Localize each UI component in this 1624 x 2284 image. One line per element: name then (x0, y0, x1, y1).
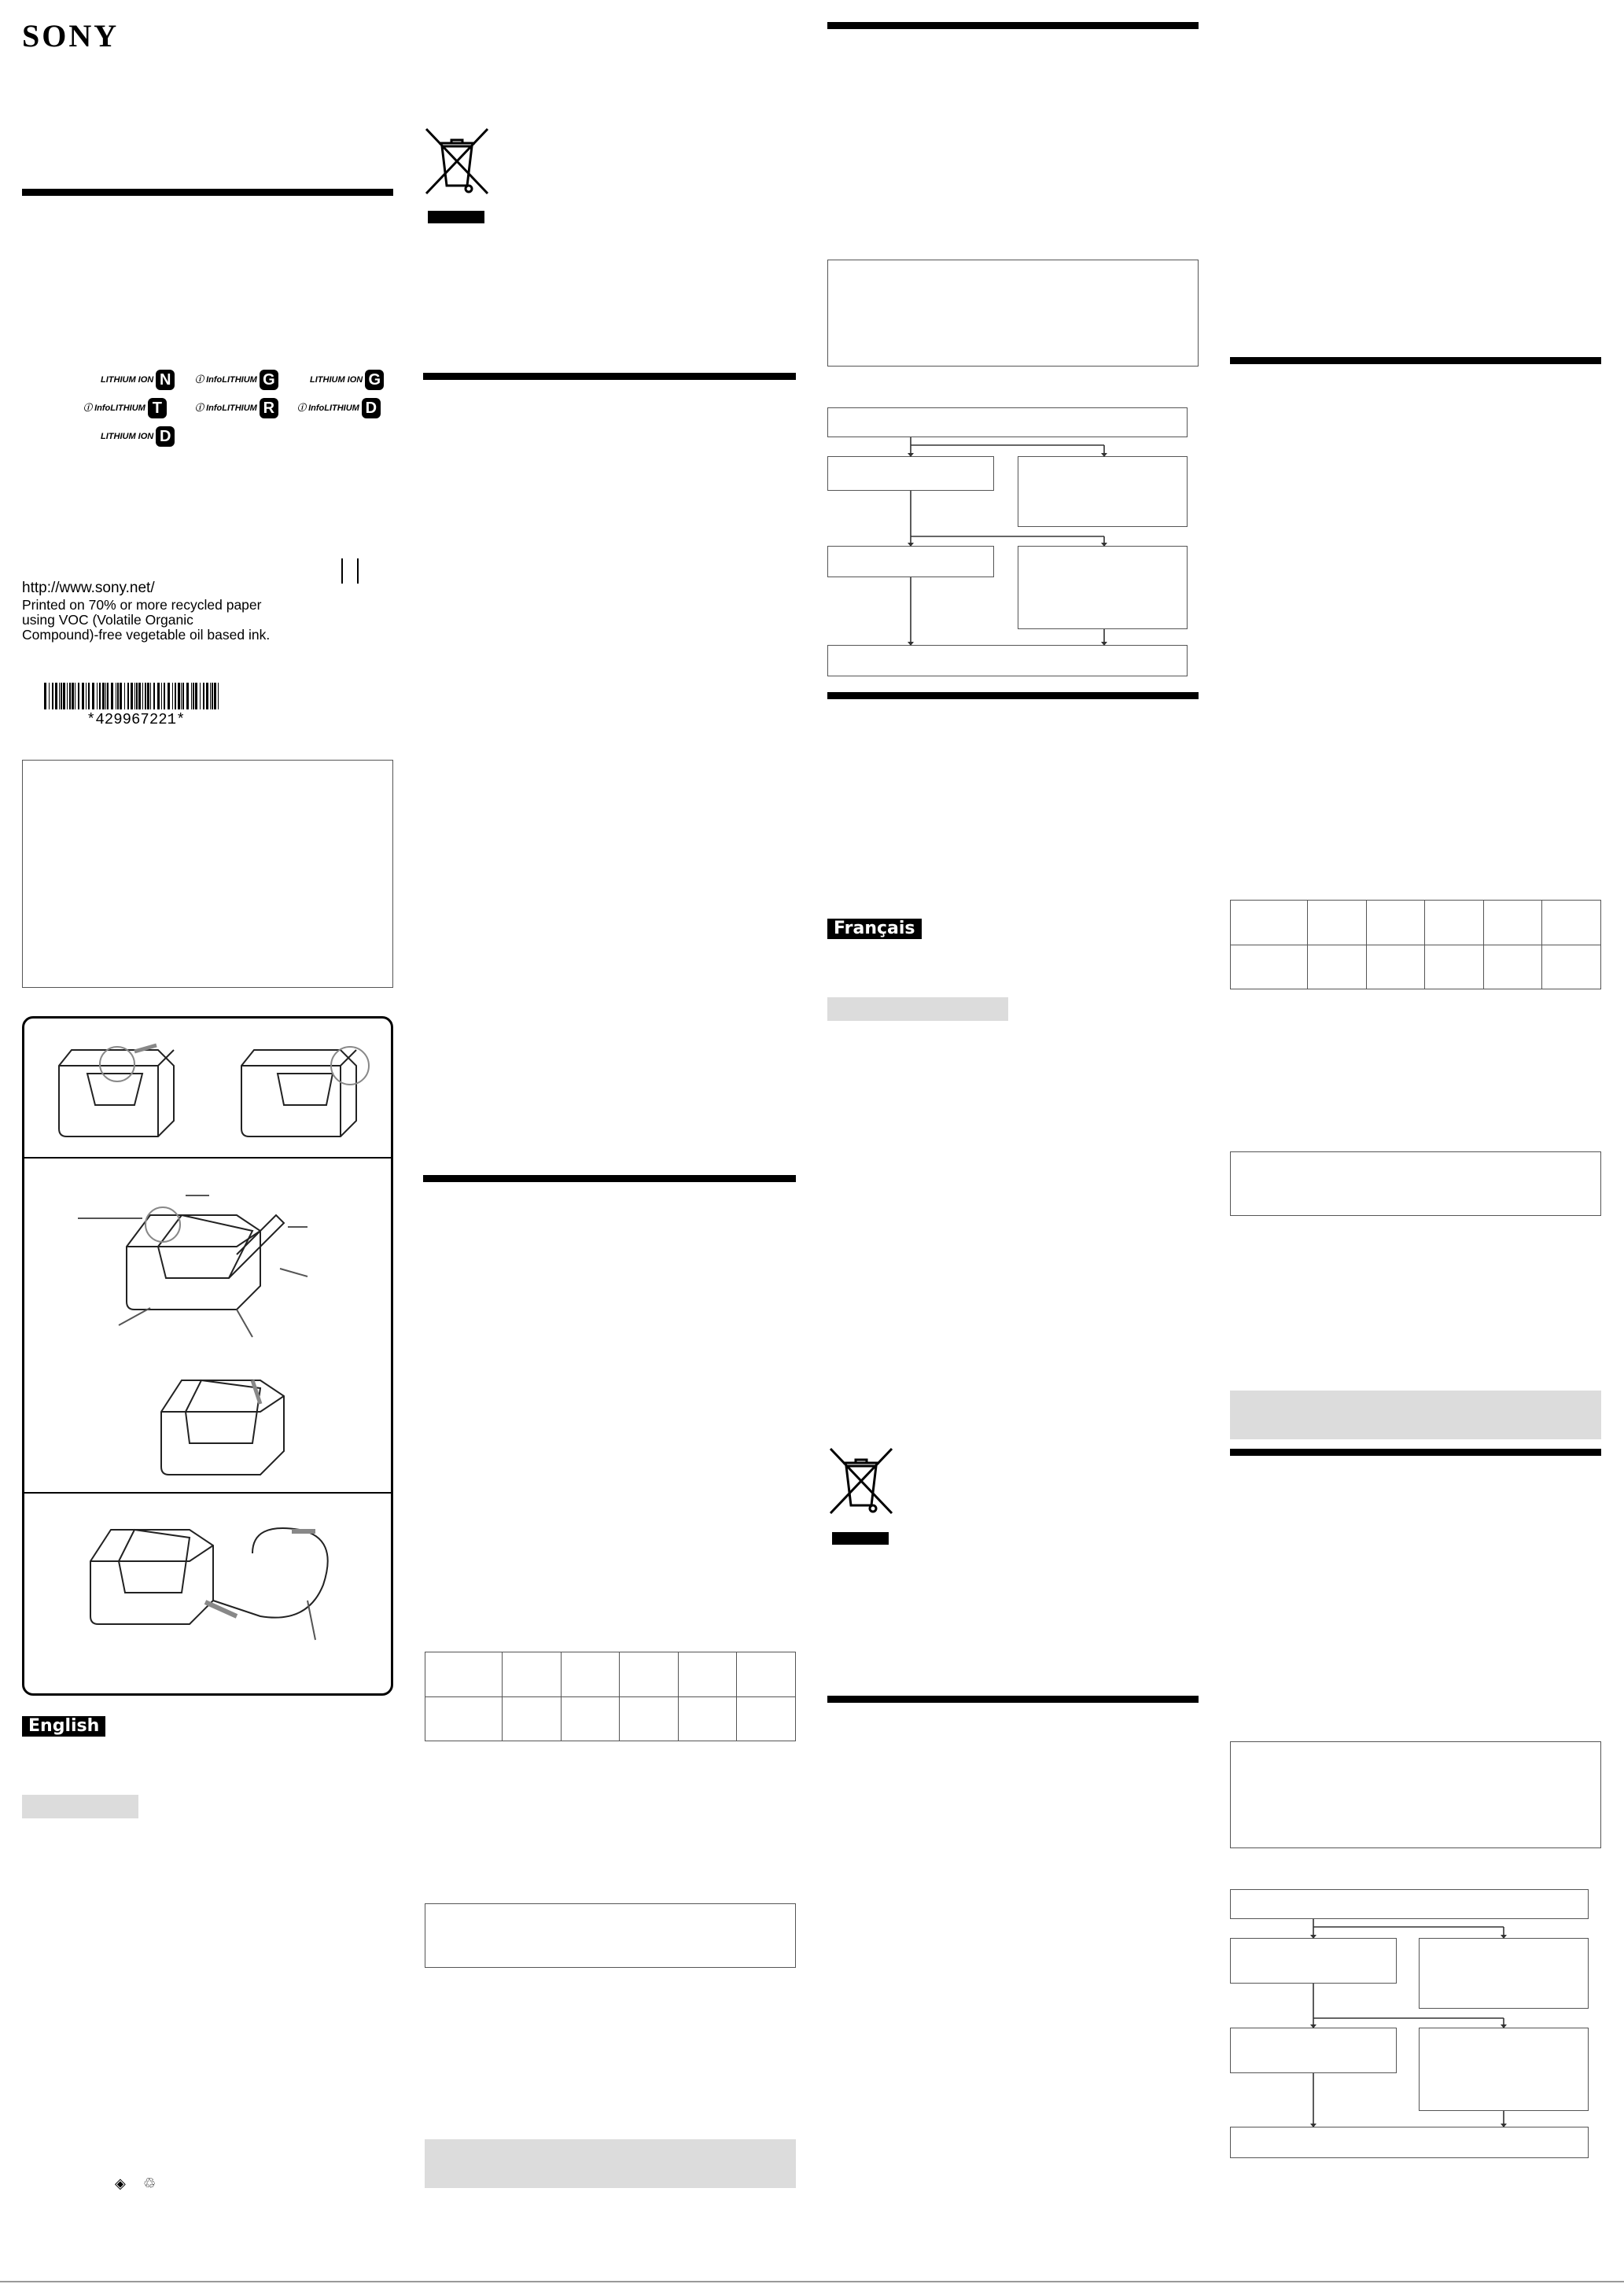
barcode-bar (191, 683, 192, 709)
paper-note-line-1: Printed on 70% or more recycled paper (22, 597, 262, 613)
barcode-bar (44, 683, 46, 709)
col3-rule-1 (827, 22, 1199, 29)
bar-mark-left (341, 558, 343, 584)
barcode-bar (164, 683, 165, 709)
english-subheading-bar (22, 1795, 138, 1818)
barcode-bar (182, 683, 184, 709)
barcode-bar (161, 683, 162, 709)
page-bottom-edge (0, 2281, 1624, 2282)
col4-note-box-2 (1230, 1741, 1601, 1848)
barcode-bar (203, 683, 204, 709)
barcode-bar (107, 683, 109, 709)
sony-logo: SONY (22, 18, 120, 53)
col3-rule-2 (827, 692, 1199, 699)
barcode-bar (157, 683, 160, 709)
barcode-bar (142, 683, 143, 709)
charger-illustration (24, 1019, 391, 1693)
barcode-bar (102, 683, 105, 709)
barcode-bar (78, 683, 79, 709)
barcode-bar (200, 683, 201, 709)
barcode-bar (117, 683, 119, 709)
barcode-bar (120, 683, 122, 709)
battery-type-6: ⓘ InfoLITHIUM D (297, 398, 381, 418)
title-rule (22, 189, 393, 196)
barcode-bar (52, 683, 53, 709)
barcode-bar (61, 683, 62, 709)
recycle-icon: ◈ (115, 2175, 126, 2191)
section-english-label: English (22, 1716, 105, 1737)
barcode-bar (127, 683, 129, 709)
barcode-bar (86, 683, 87, 709)
barcode-bar (195, 683, 197, 709)
battery-type-1: LITHIUM ION N (101, 370, 175, 390)
barcode-bar (181, 683, 182, 709)
col2-rule-2 (423, 1175, 796, 1182)
weee-crossed-bin-icon-fr (827, 1446, 895, 1545)
barcode-bar (138, 683, 141, 709)
col4-note-box (1230, 1151, 1601, 1216)
flowchart1-top-box (827, 407, 1188, 437)
weee-crossed-bin-icon (423, 126, 491, 225)
col4-rule-1 (1230, 357, 1601, 364)
col3-rule-3 (827, 1696, 1199, 1703)
barcode-bar (88, 683, 90, 709)
battery-type-4: ⓘ InfoLITHIUM T (83, 398, 167, 418)
paper-note-line-2: using VOC (Volatile Organic (22, 612, 193, 628)
barcode-bar (131, 683, 133, 709)
barcode-bar (67, 683, 68, 709)
flowchart2-bottom-box (1230, 2127, 1589, 2158)
barcode-bar (49, 683, 50, 709)
barcode-bar (82, 683, 84, 709)
barcode-bar (97, 683, 98, 709)
battery-type-7: LITHIUM ION D (101, 426, 175, 447)
bar-mark-right (357, 558, 359, 584)
col2-spec-table (425, 1652, 796, 1741)
barcode-number: *429967221* (87, 711, 186, 728)
website-url: http://www.sony.net/ (22, 580, 155, 596)
barcode-bar (210, 683, 211, 709)
col4-grey-panel (1230, 1391, 1601, 1439)
barcode-bar (175, 683, 176, 709)
barcode-bar (168, 683, 170, 709)
flowchart2-arrows (1230, 1919, 1592, 2128)
barcode-bar (69, 683, 71, 709)
barcode-bar (147, 683, 149, 709)
section-french-label: Français (827, 919, 922, 939)
flowchart1-bottom-box (827, 645, 1188, 676)
col2-rule-1 (423, 373, 796, 380)
col2-grey-panel (425, 2139, 796, 2188)
barcode-bar (178, 683, 180, 709)
barcode-bar (63, 683, 65, 709)
barcode-bar (193, 683, 194, 709)
barcode-bar (150, 683, 151, 709)
barcode-bar (111, 683, 113, 709)
barcode-bar (134, 683, 135, 709)
french-subheading-bar (827, 997, 1008, 1021)
barcode-bar (99, 683, 101, 709)
barcode-bar (59, 683, 60, 709)
barcode-bar (214, 683, 216, 709)
battery-type-3: LITHIUM ION G (310, 370, 384, 390)
illustration-panel (22, 1016, 393, 1696)
notice-box (22, 760, 393, 988)
barcode-bar (72, 683, 74, 709)
barcode-bar (136, 683, 138, 709)
barcode-bar (153, 683, 155, 709)
barcode-bar (55, 683, 57, 709)
barcode-bar (186, 683, 189, 709)
barcode-bar (92, 683, 94, 709)
flowchart1-arrows (827, 437, 1189, 647)
paper-note-line-3: Compound)-free vegetable oil based ink. (22, 627, 271, 643)
col4-rule-2 (1230, 1449, 1601, 1456)
barcode-bar (212, 683, 213, 709)
barcode-bar (172, 683, 173, 709)
col4-spec-table (1230, 900, 1601, 989)
col2-note-box (425, 1903, 796, 1968)
barcode-bar (145, 683, 146, 709)
barcode (44, 683, 220, 711)
flowchart2-top-box (1230, 1889, 1589, 1919)
barcode-bar (206, 683, 208, 709)
barcode-bar (105, 683, 106, 709)
col3-note-box (827, 260, 1199, 367)
battery-type-2: ⓘ InfoLITHIUM G (195, 370, 278, 390)
barcode-bar (124, 683, 125, 709)
recycle-icon-alt: ♲ (143, 2175, 157, 2191)
barcode-bar (218, 683, 219, 709)
battery-type-5: ⓘ InfoLITHIUM R (195, 398, 278, 418)
